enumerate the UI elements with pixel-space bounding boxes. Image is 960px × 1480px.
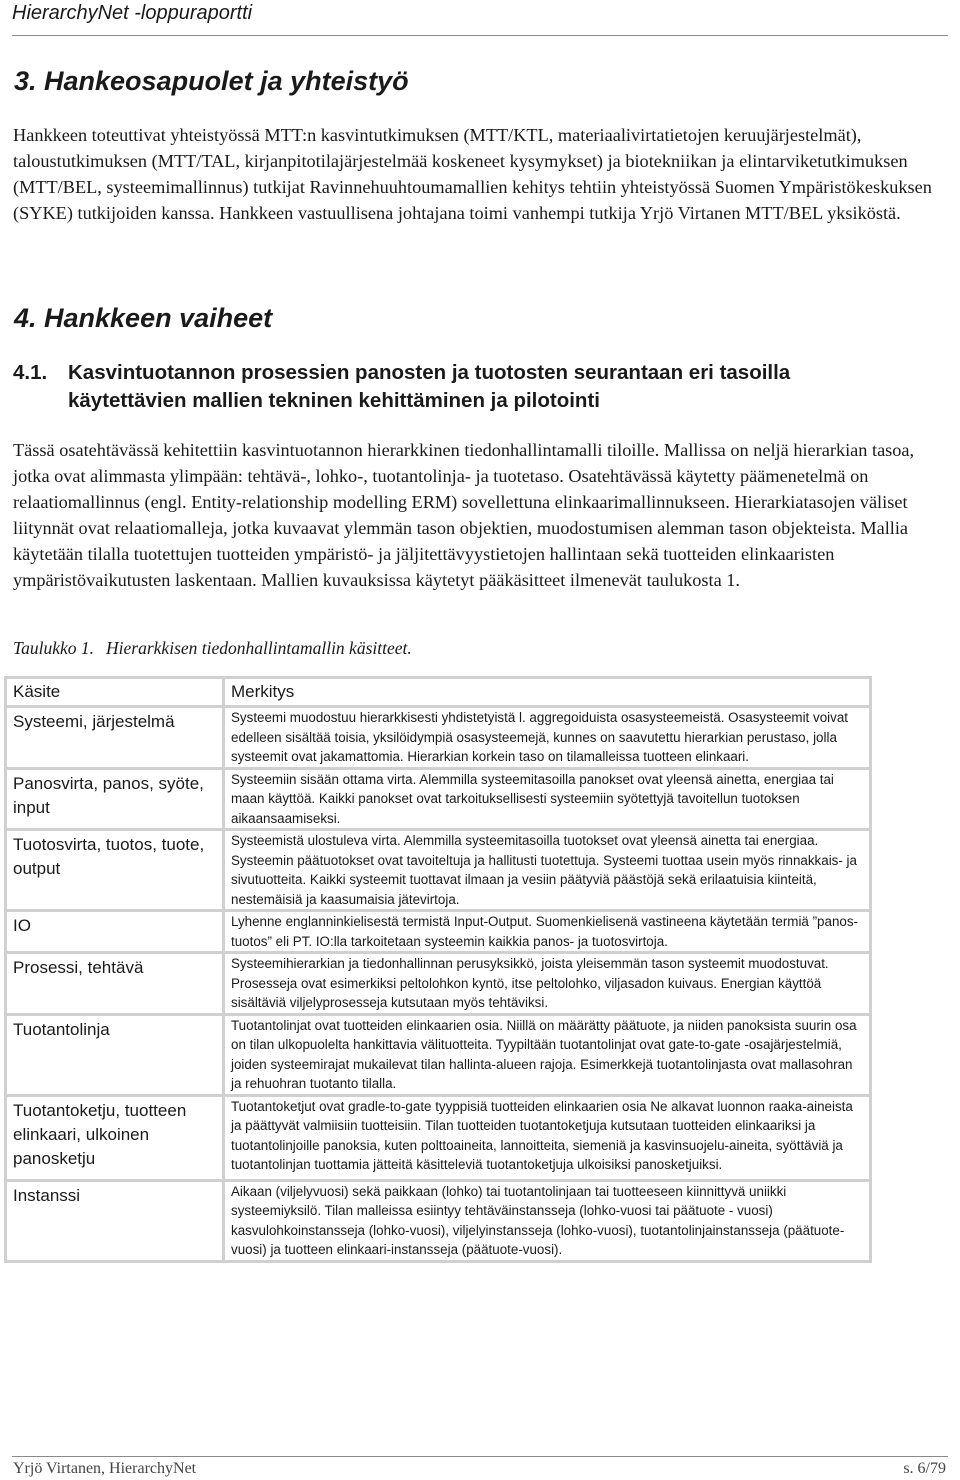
section-4-heading: 4. Hankkeen vaiheet	[14, 303, 273, 333]
table-row	[6, 768, 871, 830]
concepts-table	[4, 676, 872, 1263]
definition-cell: Tuotantoketjut ovat gradle-to-gate tyyppisiä tuotteiden elinkaarien osia Ne alkavat luonnon raaka-aineista ja päättyvät valmiisiin tuotteisiin. Tilan tuotteiden tuotantoketjuja kutsutaan tuotteiden elinkaariksi ja tuotantolinjoille panoksia, kuten polttoaineita, lannoitteita, siemeniä ja kasvinsuojelu-aineita, syöttäviä ja tuotantolinjan tuottamia jätteitä käsitteleviä tuotantoketjuja ulkoisiksi panosketjuiksi.	[224, 1095, 871, 1180]
table-row	[6, 707, 871, 769]
definition-cell: Systeemi muodostuu hierarkkisesti yhdistetyistä l. aggregoiduista osasysteemeistä. Osasysteemit voivat edelleen sisältää toisia, yksilöidympiä osasysteemejä, kunnes on saavutettu hierarkian perustaso, jolla systeemit ovat jakamattomia. Hierarkian korkein taso on tilamalleissa tuotteen elinkaari.	[224, 707, 871, 769]
table-caption-text: Hierarkkisen tiedonhallintamallin käsitteet.	[106, 638, 412, 658]
header-divider	[12, 35, 948, 36]
subsection-title-line2: käytettävien mallien tekninen kehittäminen ja pilotointi	[68, 389, 600, 412]
definition-cell: Tuotantolinjat ovat tuotteiden elinkaarien osia. Niillä on määrätty päätuote, ja niiden panoksista suurin osa on tilan ulkopuolelta hankittavia välituotteita. Tyypiltään tuotantolinjat ovat gate-to-gate -osajärjestelmiä, joiden systeemirajat mukailevat tilan hallinta-alueen rajoja. Esimerkkejä tuotantolinjasta ovat mallasohran ja rehuohran tuotanto tilalla.	[224, 1014, 871, 1095]
definition-cell: Systeemihierarkian ja tiedonhallinnan perusyksikkö, joista yleisemmän tason systeemit muodostuvat. Prosesseja ovat esimerkiksi peltolohkon kyntö, itse peltolohko, viljasadon kuivaus. Energian käyttöä sisältäviä viljelyprosesseja kutsutaan myös tehtäviksi.	[224, 953, 871, 1015]
section-3-heading: 3. Hankeosapuolet ja yhteistyö	[14, 66, 409, 96]
definition-cell: Aikaan (viljelyvuosi) sekä paikkaan (lohko) tai tuotantolinjaan tai tuotteeseen kiinnittyvä uniikki systeemiyksilö. Tilan malleissa esiintyy tehtäväinstansseja (lohko-vuosi tai päätuote - vuosi) kasvulohkoinstansseja (lohko-vuosi), viljelyinstansseja (lohko-vuosi), tuotantolinjainstansseja (päätuote-vuosi) ja tuotteen elinkaari-instansseja (päätuote-vuosi).	[224, 1180, 871, 1261]
subsection-4-1-heading	[13, 359, 948, 415]
term-cell: Prosessi, tehtävä	[6, 953, 224, 1015]
section-3-paragraph: Hankkeen toteuttivat yhteistyössä MTT:n kasvintutkimuksen (MTT/KTL, materiaalivirtatietojen keruujärjestelmät), taloustutkimuksen (MTT/TAL, kirjanpitotilajärjestelmää koskeneet kysymykset) ja biotekniikan ja elintarviketutkimuksen (MTT/BEL, systeemimallinnus) tutkijat Ravinnehuuhtoumamallien kehitys tehtiin yhteistyössä Suomen Ympäristökeskuksen (SYKE) tutkijoiden kanssa. Hankkeen vastuullisena johtajana toimi vanhempi tutkija Yrjö Virtanen MTT/BEL yksiköstä.	[13, 125, 932, 223]
term-cell: IO	[6, 911, 224, 953]
section-4-1-paragraph: Tässä osatehtävässä kehitettiin kasvintuotannon hierarkkinen tiedonhallintamalli tiloille. Mallissa on neljä hierarkian tasoa, jotka ovat alimmasta ylimpään: tehtävä-, lohko-, tuotantolinja- ja tuotetaso. Osatehtävässä käytetty päämenetelmä on relaatiomallinnus (engl. Entity-relationship modelling ERM) sovellettuna elinkaarimallinnukseen. Hierarkiatasojen väliset liitynnät ovat relaatiomalleja, jotka kuvaavat ylemmän tason objektien, muodostumisen alemman tason objekteista. Mallia käytetään tilalla tuotettujen tuotteiden ympäristö- ja jäljitettävyystietojen hallintaan sekä tuotteiden elinkaaristen ympäristövaikutusten laskentaan. Mallien kuvauksissa käytetyt pääkäsitteet ilmenevät taulukosta 1.	[13, 440, 915, 590]
subsection-title-line1: Kasvintuotannon prosessien panosten ja tuotosten seurantaan eri tasoilla	[68, 361, 791, 384]
table-row	[6, 911, 871, 953]
footer-author: Yrjö Virtanen, HierarchyNet	[13, 1460, 197, 1477]
table-caption-label: Taulukko 1.	[13, 638, 95, 658]
table-row	[6, 953, 871, 1015]
table-row	[6, 1095, 871, 1180]
term-cell: Panosvirta, panos, syöte, input	[6, 768, 224, 830]
running-header-title: HierarchyNet -loppuraportti	[12, 2, 253, 24]
table-caption	[13, 638, 412, 659]
table-row	[6, 1014, 871, 1095]
term-cell: Tuotantoketju, tuotteen elinkaari, ulkoinen panosketju	[6, 1095, 224, 1180]
term-cell: Instanssi	[6, 1180, 224, 1261]
page-number: s. 6/79	[903, 1460, 946, 1477]
term-cell: Tuotosvirta, tuotos, tuote, output	[6, 830, 224, 911]
term-cell: Tuotantolinja	[6, 1014, 224, 1095]
table-row	[6, 1180, 871, 1261]
table-header-row	[6, 678, 871, 707]
definition-cell: Systeemiin sisään ottama virta. Alemmilla systeemitasoilla panokset ovat yleensä ainetta, energiaa tai maan käyttöä. Kaikki panokset ovat tarkoituksellisesti systeemiin syötettyjä tavoitellun tuotoksen aikaansaamiseksi.	[224, 768, 871, 830]
definition-cell: Lyhenne englanninkielisestä termistä Input-Output. Suomenkielisenä vastineena käytetään termiä ”panos-tuotos” eli PT. IO:lla tarkoitetaan systeemin kaikkia panos- ja tuotosvirtoja.	[224, 911, 871, 953]
term-cell: Systeemi, järjestelmä	[6, 707, 224, 769]
column-header-meaning: Merkitys	[224, 678, 871, 707]
subsection-number: 4.1.	[13, 361, 48, 384]
table-row	[6, 830, 871, 911]
column-header-term: Käsite	[6, 678, 224, 707]
definition-cell: Systeemistä ulostuleva virta. Alemmilla systeemitasoilla tuotokset ovat yleensä ainetta tai energiaa. Systeemin päätuotokset ovat tavoiteltuja ja hallitusti tuotettuja. Systeemi tuottaa usein myös rinnakkais- ja sivutuotteita. Kaikki systeemit tuottavat ilmaan ja vesiin päätyviä päästöjä sekä erilaatuisia kiinteitä, nestemäisiä ja kaasumaisia jätevirtoja.	[224, 830, 871, 911]
footer-divider	[12, 1456, 948, 1457]
